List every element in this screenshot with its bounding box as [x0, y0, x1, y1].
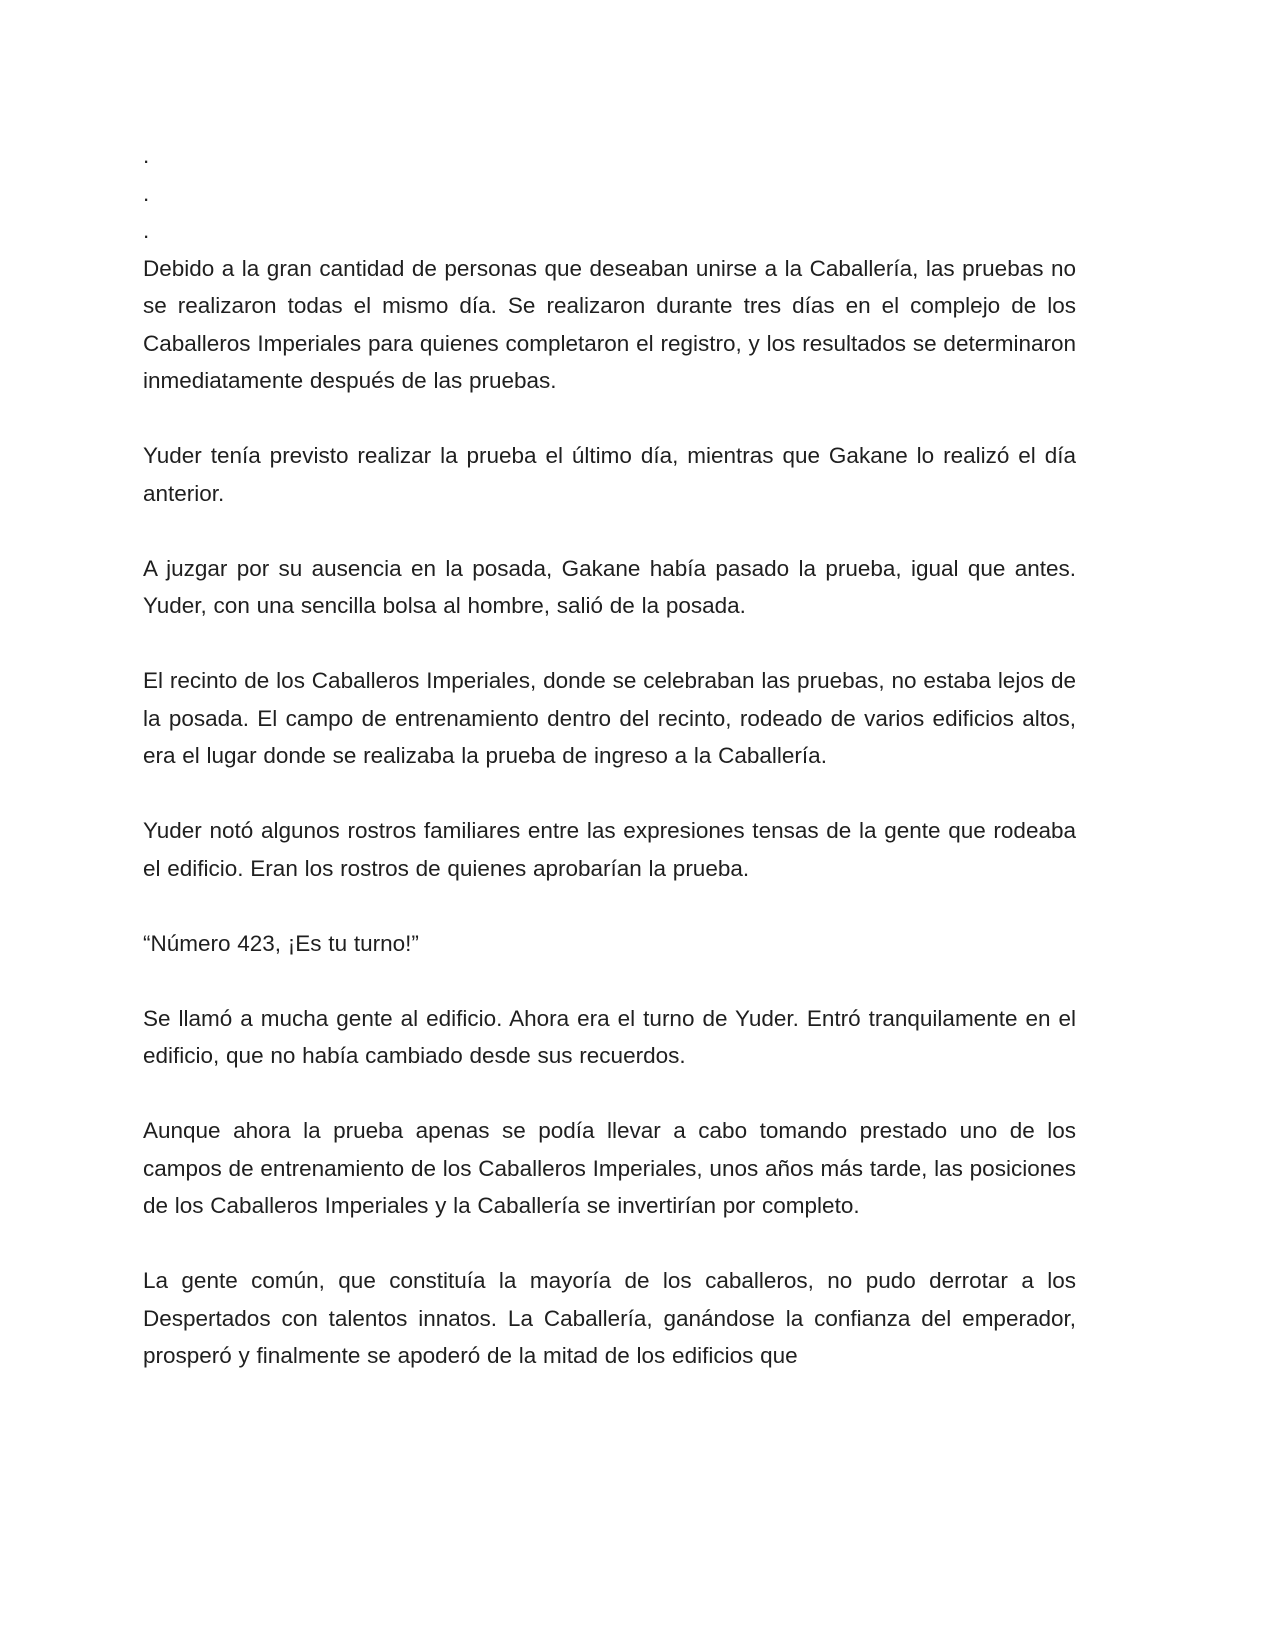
paragraph: A juzgar por su ausencia en la posada, Gakane había pasado la prueba, igual que antes. Yuder, con una sencilla bolsa al hombre, salió de la posada.: [143, 555, 1076, 618]
paragraph: La gente común, que constituía la mayoría de los caballeros, no pudo derrotar a los Despertados con talentos innatos. La Caballería, ganándose la confianza del emperador, prosperó y finalmente se apoderó de la mitad de los edificios que: [143, 1268, 1076, 1368]
paragraph-quote: “Número 423, ¡Es tu turno!”: [143, 930, 419, 956]
dot-line: .: [143, 180, 150, 206]
paragraph: Se llamó a mucha gente al edificio. Ahora era el turno de Yuder. Entró tranquilamente en el edificio, que no había cambiado desde sus recuerdos.: [143, 1005, 1076, 1068]
paragraph: Yuder tenía previsto realizar la prueba el último día, mientras que Gakane lo realizó el día anterior.: [143, 443, 1076, 506]
ellipsis-dots: [143, 137, 1076, 250]
dot-line: .: [143, 218, 150, 243]
paragraph: Debido a la gran cantidad de personas que deseaban unirse a la Caballería, las pruebas no se realizaron todas el mismo día. Se realizaron durante tres días en el complejo de los Caballeros Imperiales para quienes completaron el registro, y los resultados se determinaron inmediatamente después de las pruebas.: [143, 255, 1076, 393]
paragraph: El recinto de los Caballeros Imperiales, donde se celebraban las pruebas, no estaba lejos de la posada. El campo de entrenamiento dentro del recinto, rodeado de varios edificios altos, era el lugar donde se realizaba la prueba de ingreso a la Caballería.: [143, 668, 1076, 768]
paragraph: Yuder notó algunos rostros familiares entre las expresiones tensas de la gente que rodeaba el edificio. Eran los rostros de quienes aprobarían la prueba.: [143, 818, 1076, 881]
dot-line: .: [143, 143, 150, 168]
paragraph: Aunque ahora la prueba apenas se podía llevar a cabo tomando prestado uno de los campos de entrenamiento de los Caballeros Imperiales, unos años más tarde, las posiciones de los Caballeros Imperiales y la Caballería se invertirían por completo.: [143, 1118, 1076, 1218]
